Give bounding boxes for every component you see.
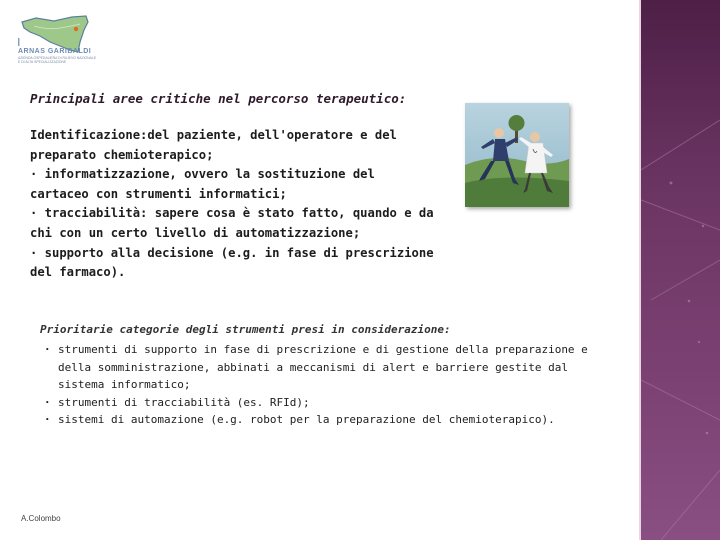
logo-name: ARNAS GARIBALDI — [18, 48, 92, 55]
body-paragraph: · informatizzazione, ovvero la sostituzione del cartaceo con strumenti informatici; — [30, 167, 375, 201]
list-item: · sistemi di automazione (e.g. robot per la preparazione del chemioterapico). — [40, 411, 620, 429]
author-label: A.Colombo — [21, 514, 61, 523]
logo-subtitle: AZIENDA OSPEDALIERA DI RILIEVO NAZIONALE E DI ALTA SPECIALIZZAZIONE — [18, 56, 97, 64]
body-paragraph: · tracciabilità: sapere cosa è stato fatto, quando e da chi con un certo livello di automatizzazione; — [30, 206, 434, 240]
list-item: · strumenti di tracciabilità (es. RFId); — [40, 394, 620, 412]
decorative-side-band — [641, 0, 720, 540]
section-heading: Principali aree critiche nel percorso terapeutico: — [30, 91, 407, 106]
subsection-heading: Prioritarie categorie degli strumenti presi in considerazione: — [40, 323, 451, 336]
tool-category-list — [40, 341, 620, 429]
body-paragraph: · supporto alla decisione (e.g. in fase di prescrizione del farmaco). — [30, 245, 434, 280]
band-pattern-icon — [641, 0, 720, 540]
running-doctors-illustration-icon — [465, 103, 569, 207]
body-text — [30, 126, 440, 283]
list-item: · strumenti di supporto in fase di prescrizione e di gestione della preparazione e della somministrazione, abbinati a meccanismi di alert e barriere gestite dal sistema informatico; — [40, 341, 620, 394]
body-paragraph: Identificazione:del paziente, dell'operatore e del preparato chemioterapico; — [30, 128, 397, 162]
